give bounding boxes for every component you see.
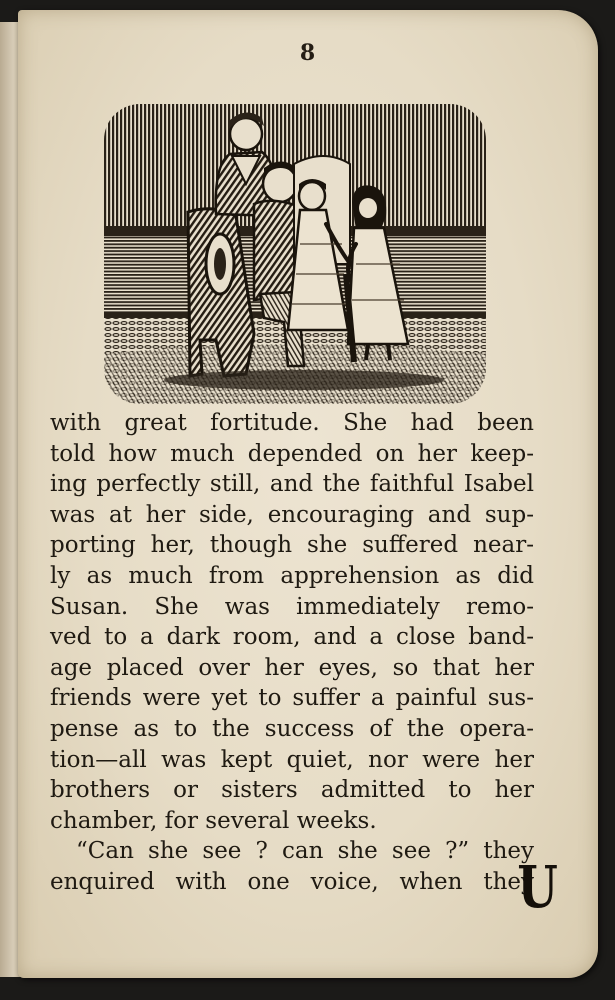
text-line: ing perfectly still, and the faithful Isabel [50,471,534,498]
text-line: “Can she see ? can she see ?” they [76,838,534,865]
text-line: with great fortitude. She had been [50,410,534,436]
text-line: pense as to the success of the opera- [50,715,534,742]
paragraph-last-line: chamber, for several weeks. [50,807,377,834]
text-line: enquired with one voice, when they [50,868,534,895]
catchword-mark: U [517,853,558,921]
engraving-svg [104,104,486,404]
text-line: porting her, though she suffered near- [50,532,534,559]
text-line: was at her side, encouraging and sup- [50,501,534,528]
body-text [50,408,534,898]
text-line: brothers or sisters admitted to her [50,777,534,804]
text-line: age placed over her eyes, so that her [50,654,534,681]
page-number: 8 [299,40,316,66]
text-line: friends were yet to suffer a painful sus- [50,685,534,712]
engraving-illustration [104,104,486,404]
text-line: ved to a dark room, and a close band- [50,624,534,651]
text-line: Susan. She was immediately remo- [50,593,534,620]
text-line: told how much depended on her keep- [50,440,534,467]
text-line: ly as much from apprehension as did [50,562,534,589]
text-line: tion—all was kept quiet, nor were her [50,746,534,773]
